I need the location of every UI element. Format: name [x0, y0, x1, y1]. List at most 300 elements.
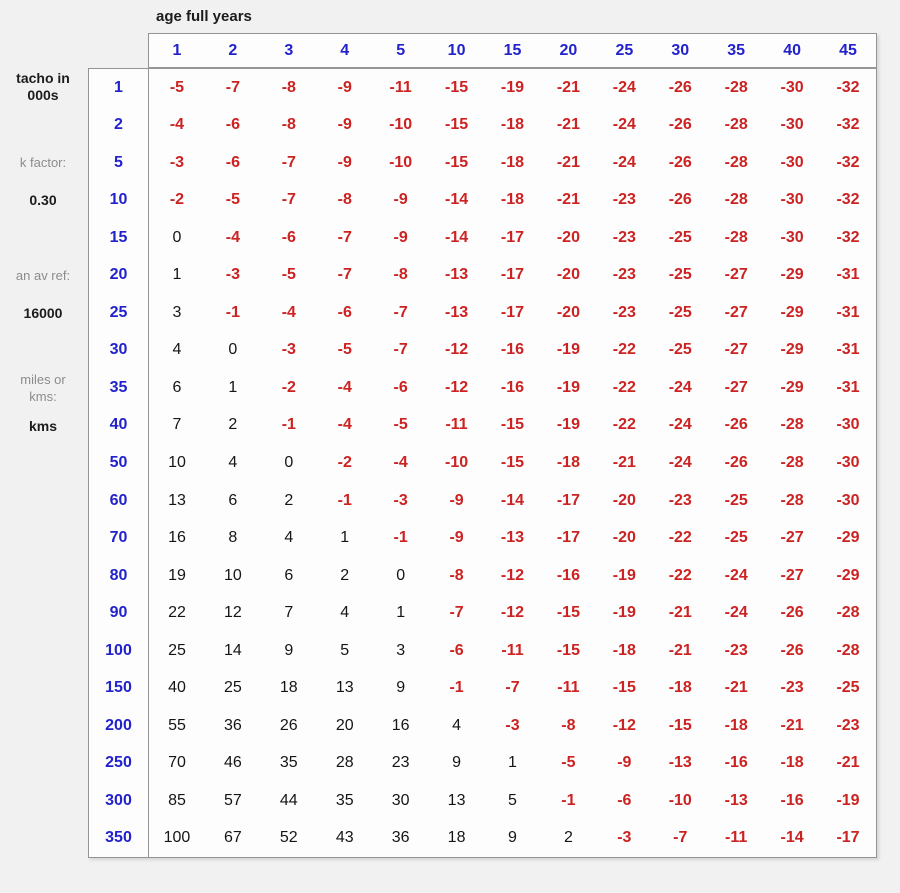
table-cell: -29	[780, 378, 804, 396]
table-cell: -7	[281, 191, 296, 209]
table-cell: -4	[169, 116, 185, 134]
table-cell: -6	[393, 378, 408, 396]
column-header: 40	[783, 41, 801, 59]
table-cell: -13	[500, 529, 525, 547]
table-cell: -13	[668, 754, 692, 772]
table-cell: 0	[284, 453, 294, 471]
table-cell: -11	[445, 416, 468, 434]
table-cell: -21	[836, 754, 860, 772]
table-cell: -16	[500, 341, 525, 359]
table-cell: 52	[279, 829, 298, 847]
table-cell: 20	[335, 716, 354, 734]
table-cell: -1	[281, 416, 296, 434]
table-cell: -12	[445, 378, 469, 396]
table-cell: -27	[724, 341, 748, 359]
table-cell: -24	[612, 153, 636, 171]
table-cell: -29	[836, 566, 860, 584]
table-cell: -24	[612, 78, 636, 96]
row-header: 70	[89, 519, 149, 557]
table-cell: 6	[172, 378, 182, 396]
table-cell: -10	[668, 791, 692, 809]
table-cell: 1	[508, 754, 517, 772]
table-cell: -29	[780, 266, 804, 284]
table-cell: -20	[556, 266, 580, 284]
table-cell: -26	[724, 416, 748, 434]
table-cell: -12	[500, 604, 525, 622]
table-cell: 5	[508, 791, 517, 809]
table-cell: -32	[836, 228, 860, 246]
table-cell: -3	[281, 341, 296, 359]
table-cell: -32	[836, 153, 860, 171]
row-header: 15	[89, 219, 149, 257]
table-cell: 1	[340, 529, 350, 547]
row-header: 60	[89, 482, 149, 520]
table-cell: -30	[780, 116, 804, 134]
table-cell: -9	[449, 491, 464, 509]
table-cell: 44	[279, 791, 298, 809]
table-cell: -10	[445, 453, 469, 471]
table-cell: -30	[780, 78, 804, 96]
table-cell: -18	[500, 116, 525, 134]
table-cell: -22	[668, 566, 692, 584]
table-cell: 12	[223, 604, 242, 622]
table-cell: -13	[445, 266, 469, 284]
table-cell: -23	[612, 266, 636, 284]
table-cell: -18	[668, 679, 692, 697]
table-cell: -9	[337, 116, 352, 134]
table-cell: -28	[836, 641, 860, 659]
table-cell: -30	[780, 228, 804, 246]
row-header: 30	[89, 332, 149, 370]
table-cell: 2	[563, 829, 573, 847]
table-cell: 10	[168, 453, 186, 471]
table-cell: -8	[281, 78, 296, 96]
table-cell: -21	[668, 641, 692, 659]
table-cell: -15	[445, 78, 469, 96]
table-cell: -26	[724, 453, 748, 471]
table-cell: -6	[449, 641, 464, 659]
table-cell: -25	[668, 341, 692, 359]
table-cell: -19	[612, 604, 636, 622]
table-cell: -16	[556, 566, 580, 584]
column-header: 2	[228, 41, 238, 59]
table-cell: -5	[393, 416, 408, 434]
table-cell: 19	[168, 566, 186, 584]
table-cell: -26	[780, 641, 804, 659]
table-cell: -30	[836, 453, 860, 471]
table-cell: -25	[724, 491, 748, 509]
table-cell: -17	[556, 529, 580, 547]
table-cell: -16	[780, 791, 804, 809]
table-cell: -1	[225, 303, 240, 321]
column-header: 30	[671, 41, 690, 59]
table-body	[88, 68, 877, 858]
table-cell: -23	[612, 303, 636, 321]
table-cell: -15	[556, 641, 580, 659]
table-cell: 6	[228, 491, 238, 509]
table-cell: 25	[168, 641, 186, 659]
table-cell: -30	[780, 191, 804, 209]
row-header: 200	[89, 707, 149, 745]
table-cell: 4	[340, 604, 350, 622]
table-cell: 1	[228, 378, 238, 396]
table-cell: -27	[724, 303, 748, 321]
k-factor-label: k factor:	[19, 155, 67, 170]
table-cell: -29	[780, 303, 804, 321]
table-cell: -23	[724, 641, 748, 659]
table-cell: 0	[228, 341, 238, 359]
table-cell: -20	[556, 228, 580, 246]
row-header: 25	[89, 294, 149, 332]
table-cell: -15	[500, 416, 525, 434]
column-header: 35	[727, 41, 746, 59]
table-cell: -28	[724, 191, 748, 209]
table-cell: -8	[393, 266, 408, 284]
table-cell: 1	[172, 266, 182, 284]
table-cell: -4	[225, 228, 240, 246]
table-cell: -6	[337, 303, 352, 321]
table-cell: -24	[612, 116, 636, 134]
units-value: kms	[28, 418, 58, 434]
row-axis-title-line2: 000s	[27, 87, 59, 103]
table-cell: -19	[556, 416, 580, 434]
table-cell: -30	[780, 153, 804, 171]
table-cell: -15	[445, 116, 469, 134]
table-cell: -3	[617, 829, 632, 847]
table-cell: -18	[500, 153, 525, 171]
table-cell: -17	[500, 266, 525, 284]
table-cell: -25	[836, 679, 860, 697]
table-cell: -14	[500, 491, 525, 509]
table-cell: 4	[452, 716, 462, 734]
table-cell: -18	[556, 453, 580, 471]
table-cell: -28	[780, 491, 804, 509]
table-cell: -21	[556, 78, 580, 96]
table-cell: -32	[836, 116, 860, 134]
table-cell: -23	[612, 228, 636, 246]
table-cell: 55	[168, 716, 186, 734]
table-cell: 3	[172, 303, 182, 321]
table-cell: 67	[223, 829, 242, 847]
table-cell: 2	[340, 566, 350, 584]
table-cell: -28	[724, 116, 748, 134]
table-cell: 10	[223, 566, 242, 584]
table-cell: 7	[284, 604, 294, 622]
table-cell: -6	[617, 791, 632, 809]
table-cell: -24	[668, 453, 692, 471]
table-cell: -12	[612, 716, 636, 734]
table-cell: -3	[225, 266, 240, 284]
column-header: 5	[396, 41, 406, 59]
table-cell: -5	[281, 266, 296, 284]
table-cell: -27	[780, 529, 804, 547]
row-header: 40	[89, 407, 149, 445]
table-cell: -29	[780, 341, 804, 359]
table-cell: -18	[780, 754, 804, 772]
table-cell: 23	[391, 754, 410, 772]
table-cell: -24	[668, 378, 692, 396]
table-cell: 16	[391, 716, 410, 734]
table-cell: -26	[668, 116, 692, 134]
table-cell: -22	[668, 529, 692, 547]
table-cell: 14	[223, 641, 242, 659]
row-header: 100	[89, 632, 149, 670]
table-cell: 2	[284, 491, 294, 509]
table-cell: -1	[561, 791, 576, 809]
units-label-line1: miles or	[20, 372, 66, 387]
table-cell: -8	[561, 716, 576, 734]
annual-average-ref-value: 16000	[23, 305, 63, 321]
table-cell: -11	[501, 641, 524, 659]
table-cell: -25	[668, 303, 692, 321]
table-cell: -3	[169, 153, 185, 171]
table-cell: 26	[279, 716, 298, 734]
table-cell: -11	[725, 829, 748, 847]
table-cell: -30	[836, 491, 860, 509]
table-cell: -19	[836, 791, 860, 809]
table-cell: 13	[447, 791, 466, 809]
table-cell: -28	[724, 78, 748, 96]
table-cell: -25	[724, 529, 748, 547]
table-cell: -7	[281, 153, 296, 171]
row-header: 5	[89, 144, 149, 182]
table-cell: -2	[169, 191, 185, 209]
table-cell: -23	[612, 191, 636, 209]
column-header: 25	[615, 41, 634, 59]
row-header: 150	[89, 669, 149, 707]
table-cell: -31	[836, 266, 860, 284]
table-cell: -29	[836, 529, 860, 547]
table-cell: -19	[500, 78, 525, 96]
table-cell: -23	[780, 679, 804, 697]
table-cell: -7	[505, 679, 520, 697]
table-cell: -7	[393, 303, 408, 321]
table-cell: -14	[445, 228, 469, 246]
table-cell: 46	[223, 754, 242, 772]
table-cell: -7	[337, 228, 352, 246]
table-cell: -30	[836, 416, 860, 434]
table-cell: 9	[284, 641, 294, 659]
table-cell: -22	[612, 378, 636, 396]
table-cell: -15	[445, 153, 469, 171]
table-cell: 1	[396, 604, 406, 622]
table-cell: -27	[780, 566, 804, 584]
table-cell: -8	[337, 191, 352, 209]
table-cell: -4	[281, 303, 296, 321]
table-cell: -10	[389, 153, 413, 171]
row-header: 80	[89, 557, 149, 595]
table-cell: -20	[612, 491, 636, 509]
column-header: 10	[447, 41, 466, 59]
table-cell: -9	[393, 191, 408, 209]
table-cell: 16	[168, 529, 186, 547]
table-cell: -32	[836, 191, 860, 209]
table-cell: 6	[284, 566, 294, 584]
annual-average-ref-label: an av ref:	[15, 268, 71, 283]
table-cell: -19	[556, 341, 580, 359]
table-cell: -31	[836, 303, 860, 321]
table-cell: -17	[836, 829, 860, 847]
table-cell: -3	[505, 716, 520, 734]
table-cell: -5	[337, 341, 352, 359]
table-cell: -7	[225, 78, 240, 96]
table-cell: 4	[284, 529, 294, 547]
table-cell: 57	[223, 791, 242, 809]
table-cell: 18	[279, 679, 298, 697]
table-cell: 36	[223, 716, 242, 734]
table-cell: 25	[223, 679, 242, 697]
table-cell: -15	[500, 453, 525, 471]
table-cell: -5	[169, 78, 185, 96]
table-cell: -11	[557, 679, 580, 697]
row-header: 250	[89, 744, 149, 782]
table-cell: 7	[172, 416, 182, 434]
row-header: 2	[89, 107, 149, 145]
table-cell: -6	[225, 153, 240, 171]
table-cell: -27	[724, 378, 748, 396]
row-axis-title	[0, 70, 86, 104]
table-cell: 35	[335, 791, 354, 809]
table-cell: -2	[337, 453, 352, 471]
table-cell: -13	[724, 791, 748, 809]
table-cell: -12	[445, 341, 469, 359]
table-cell: -21	[724, 679, 748, 697]
table-cell: 2	[228, 416, 238, 434]
table-cell: -32	[836, 78, 860, 96]
row-header: 20	[89, 257, 149, 295]
table-cell: -26	[668, 153, 692, 171]
table-cell: -7	[337, 266, 352, 284]
table-cell: -1	[393, 529, 408, 547]
table-cell: -4	[337, 378, 352, 396]
table-cell: 85	[168, 791, 186, 809]
table-cell: 22	[168, 604, 186, 622]
table-cell: -15	[668, 716, 692, 734]
table-cell: -5	[225, 191, 240, 209]
table-cell: 9	[452, 754, 462, 772]
table-cell: 5	[340, 641, 350, 659]
table-cell: 0	[396, 566, 406, 584]
table-cell: -28	[780, 416, 804, 434]
table-cell: -24	[724, 604, 748, 622]
table-cell: -1	[449, 679, 464, 697]
table-cell: 13	[168, 491, 186, 509]
table-cell: 28	[335, 754, 354, 772]
table-cell: -24	[724, 566, 748, 584]
table-cell: -18	[500, 191, 525, 209]
table-cell: -17	[556, 491, 580, 509]
table-cell: -25	[668, 228, 692, 246]
table-cell: 30	[391, 791, 410, 809]
table-cell: -9	[337, 153, 352, 171]
table-cell: -6	[281, 228, 296, 246]
table-cell: 9	[508, 829, 517, 847]
table-cell: -23	[836, 716, 860, 734]
table-cell: -16	[724, 754, 748, 772]
table-cell: -31	[836, 341, 860, 359]
table-cell: -7	[449, 604, 464, 622]
row-header: 35	[89, 369, 149, 407]
table-cell: -19	[612, 566, 636, 584]
k-factor-value: 0.30	[29, 192, 57, 208]
table-cell: -22	[612, 341, 636, 359]
table-cell: -26	[668, 191, 692, 209]
table-cell: -9	[393, 228, 408, 246]
table-cell: -24	[668, 416, 692, 434]
table-cell: -8	[449, 566, 464, 584]
table-cell: -25	[668, 266, 692, 284]
table-cell: -28	[724, 228, 748, 246]
row-header: 90	[89, 594, 149, 632]
table-cell: 40	[168, 679, 186, 697]
table-cell: 8	[228, 529, 238, 547]
table-cell: -13	[445, 303, 469, 321]
table-cell: -4	[393, 453, 408, 471]
table-cell: -7	[393, 341, 408, 359]
table-cell: 9	[396, 679, 406, 697]
table-cell: -16	[500, 378, 525, 396]
table-cell: 3	[396, 641, 406, 659]
table-cell: -8	[281, 116, 296, 134]
table-cell: -21	[556, 116, 580, 134]
table-cell: 35	[279, 754, 298, 772]
table-cell: -2	[281, 378, 296, 396]
table-cell: -22	[612, 416, 636, 434]
table-cell: -10	[389, 116, 413, 134]
table-cell: -14	[445, 191, 469, 209]
table-cell: -9	[337, 78, 352, 96]
table-cell: -7	[673, 829, 688, 847]
table-cell: 0	[172, 228, 182, 246]
table-cell: -23	[668, 491, 692, 509]
table-cell: 36	[391, 829, 410, 847]
table-cell: -27	[724, 266, 748, 284]
table-cell: 18	[447, 829, 466, 847]
table-cell: 100	[163, 829, 191, 847]
table-cell: -3	[393, 491, 408, 509]
table-cell: -28	[724, 153, 748, 171]
row-axis-title-line1: tacho in	[16, 70, 70, 86]
column-axis-title: age full years	[156, 8, 252, 25]
table-cell: -19	[556, 378, 580, 396]
table-cell: -1	[337, 491, 352, 509]
table-cell: -17	[500, 303, 525, 321]
table-cell: -21	[780, 716, 804, 734]
table-cell: -4	[337, 416, 352, 434]
table-cell: -17	[500, 228, 525, 246]
table-cell: -20	[612, 529, 636, 547]
row-header: 350	[89, 819, 149, 857]
column-header: 15	[503, 41, 522, 59]
column-header: 4	[340, 41, 350, 59]
table-cell: -18	[724, 716, 748, 734]
table-cell: -21	[612, 453, 636, 471]
column-header: 45	[839, 41, 857, 59]
table-cell: -9	[449, 529, 464, 547]
table-cell: -21	[556, 191, 580, 209]
table-cell: 70	[168, 754, 186, 772]
column-header-row	[148, 33, 877, 68]
column-header: 20	[559, 41, 578, 59]
table-cell: -31	[836, 378, 860, 396]
column-header: 3	[284, 41, 294, 59]
row-header: 10	[89, 182, 149, 220]
table-cell: 4	[172, 341, 182, 359]
table-cell: -21	[668, 604, 692, 622]
table-cell: -20	[556, 303, 580, 321]
table-cell: -26	[780, 604, 804, 622]
table-cell: -15	[556, 604, 580, 622]
